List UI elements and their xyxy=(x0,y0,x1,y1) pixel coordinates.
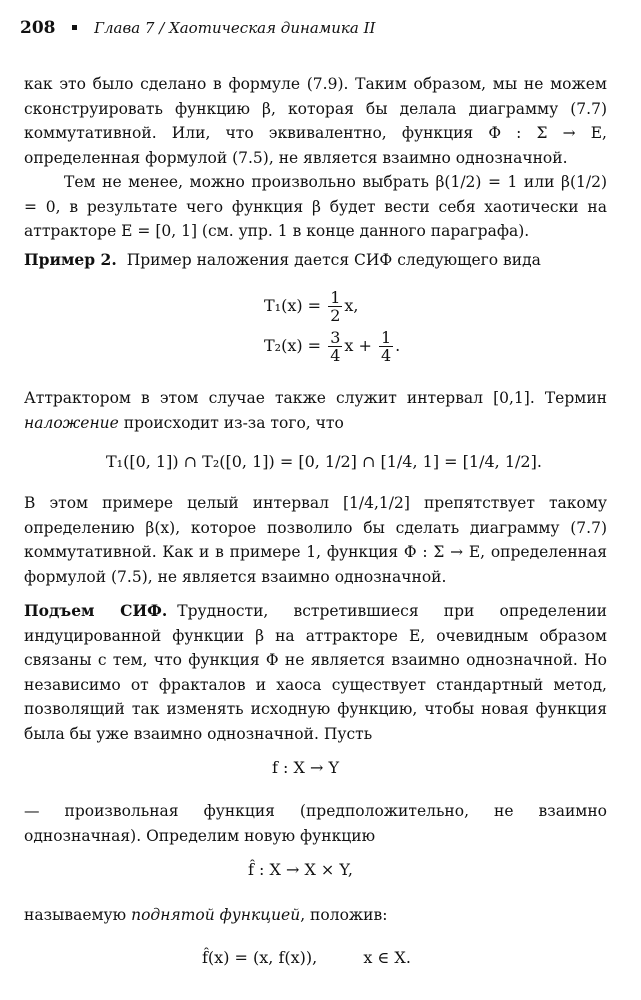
example-2-paragraph xyxy=(24,248,607,273)
bullet-icon xyxy=(72,25,77,30)
term-overlap: наложение xyxy=(24,413,119,432)
paragraph-arbitrary-choice: Тем не менее, можно произвольно выбрать β(1/2) = 1 или β(1/2) = 0, в результате чего функция β будет вести себя хаотически на аттракторе E = [0, 1] (см. упр. 1 в конце данного параграфа). xyxy=(24,173,607,240)
t2-fraction-1 xyxy=(328,329,342,364)
t1-lhs: T₁(x) = xyxy=(264,296,322,315)
t2-denominator-1: 4 xyxy=(330,346,341,365)
paragraph-attractor xyxy=(24,386,607,435)
t1-numerator: 1 xyxy=(330,288,341,307)
t2-numerator-1: 3 xyxy=(330,328,341,347)
lifted-text-b: , положив: xyxy=(300,906,388,924)
lift-section-text: Трудности, встретившиеся при определении индуцированной функции β на аттракторе E, очевидным образом связаны с тем, что функция Φ не является взаимно однозначной. Но независимо от фракталов и хаоса существует стандартный метод, позволящий так изменять исходную функцию, чтобы новая функция была бы уже взаимно однозначной. Пусть xyxy=(24,602,607,743)
running-title: Глава 7 / Хаотическая динамика II xyxy=(94,19,376,37)
page-header xyxy=(20,18,375,38)
t2-denominator-2: 4 xyxy=(380,346,392,365)
t1-fraction xyxy=(328,289,342,324)
t2-tail: . xyxy=(395,336,401,355)
ifs-equations xyxy=(264,286,400,366)
equation-f-map: f : X → Y xyxy=(272,758,340,777)
fhat-definition: f̂(x) = (x, f(x)), xyxy=(202,948,318,967)
equation-fhat-map: f̂ : X → X × Y, xyxy=(248,860,354,879)
attractor-text-b: происходит из-за того, что xyxy=(118,413,344,432)
attractor-text-a: Аттрактором в этом случае также служит интервал [0,1]. Термин xyxy=(24,389,607,407)
t2-lhs: T₂(x) = xyxy=(264,336,322,355)
equation-overlap: T₁([0, 1]) ∩ T₂([0, 1]) = [0, 1/2] ∩ [1/4, 1] = [1/4, 1/2]. xyxy=(106,452,542,471)
lift-section-paragraph xyxy=(24,599,607,746)
paragraph-example-conclusion: В этом примере целый интервал [1/4,1/2] препятствует такому определению β(x), которое позволило бы сделать диаграмму (7.7) коммутативной. Как и в примере 1, функция Φ : Σ → E, определенная формулой (7.5), не является взаимно однозначной. xyxy=(24,494,607,586)
equation-t1 xyxy=(264,286,400,326)
t1-tail: x, xyxy=(344,296,359,315)
example-2-text: Пример наложения дается СИФ следующего вида xyxy=(126,251,541,269)
t2-mid: x + xyxy=(344,336,372,355)
t2-numerator-2: 1 xyxy=(380,328,392,347)
example-2-label: Пример 2. xyxy=(24,250,117,269)
t1-denominator: 2 xyxy=(330,306,341,325)
term-lifted-function: поднятой функцией xyxy=(131,906,301,924)
equation-fhat-definition xyxy=(202,948,411,967)
paragraph-arbitrary-function: — произвольная функция (предположительно, не взаимно однозначная). Определим новую функцию xyxy=(24,802,607,845)
page-number: 208 xyxy=(20,18,56,38)
paragraph-continuation: как это было сделано в формуле (7.9). Таким образом, мы не можем сконструировать функцию β, которая бы делала диаграмму (7.7) коммутативной. Или, что эквивалентно, функция Φ : Σ → E, определенная формулой (7.5), не является взаимно однозначной. xyxy=(24,75,607,167)
t2-fraction-2 xyxy=(379,329,393,364)
lift-section-label: Подъем СИФ. xyxy=(24,601,168,620)
paragraph-lifted-function xyxy=(24,903,607,928)
fhat-domain: x ∈ X. xyxy=(363,948,411,967)
equation-t2 xyxy=(264,326,400,366)
lifted-text-a: называемую xyxy=(24,906,132,924)
